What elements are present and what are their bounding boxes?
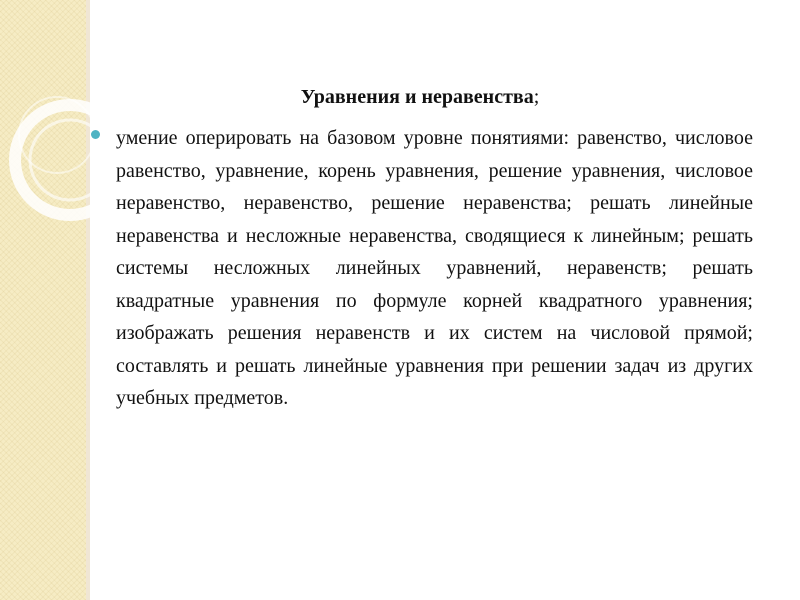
bullet-marker bbox=[91, 130, 100, 139]
slide-title-suffix: ; bbox=[533, 86, 540, 108]
bullet-paragraph: умение оперировать на базовом уровне понятиями: равенство, числовое равенство, уравнение, корень уравнения, решение уравнения, числовое неравенство, неравенство, решение неравенства; решать линейные неравенства и несложные неравенства, сводящиеся к линейным; решать системы несложных линейных уравнений, неравенств; решать квадратные уравнения по формуле корней квадратного уравнения; изображать решения неравенств и их систем на числовой прямой; составлять и решать линейные уравнения при решении задач из других учебных предметов. bbox=[116, 127, 753, 409]
slide-title bbox=[0, 86, 800, 109]
slide-title-bold: Уравнения и неравенства bbox=[300, 86, 534, 108]
